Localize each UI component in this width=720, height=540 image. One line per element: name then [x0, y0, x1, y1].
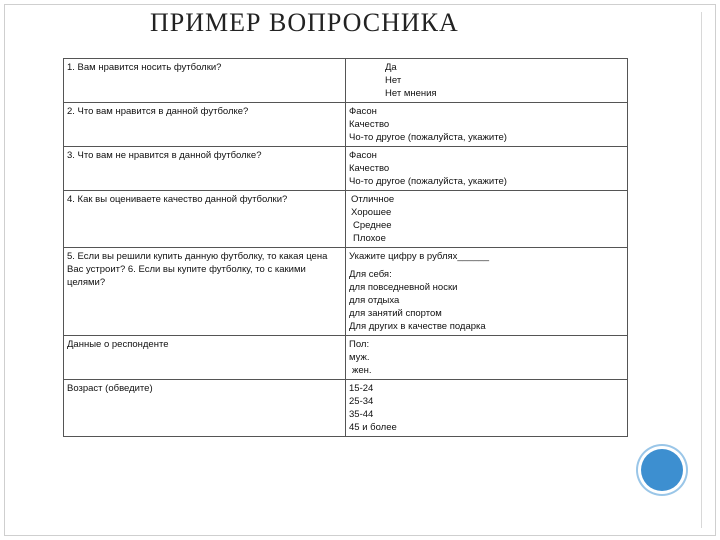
- question-cell: [64, 147, 346, 191]
- answer-option: Чо-то другое (пожалуйста, укажите): [349, 132, 507, 143]
- question-text: 2. Что вам нравится в данной футболке?: [67, 106, 249, 117]
- answer-option: 35-44: [349, 409, 374, 420]
- question-cell: [64, 380, 346, 437]
- answer-option: для отдыха: [349, 295, 400, 306]
- answer-option: Нет мнения: [385, 88, 437, 99]
- answer-option: Чо-то другое (пожалуйста, укажите): [349, 176, 507, 187]
- table-row: [64, 147, 628, 191]
- question-cell: [64, 191, 346, 248]
- answer-option: Нет: [385, 75, 402, 86]
- question-text: 1. Вам нравится носить футболки?: [67, 62, 222, 73]
- answer-option: Качество: [349, 163, 390, 174]
- answer-cell: [346, 248, 628, 336]
- answer-cell: [346, 336, 628, 380]
- answer-option: Качество: [349, 119, 390, 130]
- table-row: [64, 103, 628, 147]
- table-row: [64, 380, 628, 437]
- decorative-circle: [641, 449, 683, 491]
- question-text: 3. Что вам не нравится в данной футболке?: [67, 150, 262, 161]
- answer-option: жен.: [352, 365, 372, 376]
- answer-option: Отличное: [351, 194, 395, 205]
- answer-option: Для себя:: [349, 269, 392, 280]
- answer-cell: [346, 191, 628, 248]
- answer-option: Плохое: [353, 233, 386, 244]
- answer-cell: [346, 380, 628, 437]
- table-row: [64, 191, 628, 248]
- frame-bottom-border: [4, 535, 716, 536]
- answer-option: Да: [385, 62, 397, 73]
- answer-option: Для других в качестве подарка: [349, 321, 486, 332]
- answer-cell: [346, 59, 628, 103]
- answer-cell: [346, 147, 628, 191]
- answer-option: муж.: [349, 352, 370, 363]
- table-row: [64, 336, 628, 380]
- answer-option: для повседневной носки: [349, 282, 458, 293]
- question-text: Возраст (обведите): [67, 383, 153, 394]
- answer-option: Хорошее: [351, 207, 392, 218]
- table-row: [64, 248, 628, 336]
- table-row: [64, 59, 628, 103]
- frame-inner-line: [701, 12, 702, 528]
- answer-option: Пол:: [349, 339, 370, 350]
- question-cell: [64, 103, 346, 147]
- question-text: 4. Как вы оцениваете качество данной футболки?: [67, 194, 288, 205]
- answer-option: 45 и более: [349, 422, 397, 433]
- question-text: 5. Если вы решили купить данную футболку, то какая цена Вас устроит? 6. Если вы купите футболку, то с какими целями?: [67, 251, 328, 288]
- answer-option: Укажите цифру в рублях______: [349, 251, 490, 262]
- questionnaire-table: [63, 58, 628, 437]
- answer-option: Фасон: [349, 150, 377, 161]
- question-cell: [64, 59, 346, 103]
- answer-cell: [346, 103, 628, 147]
- slide-title: ПРИМЕР ВОПРОСНИКА: [150, 8, 459, 37]
- answer-option: Фасон: [349, 106, 377, 117]
- answer-option: Среднее: [353, 220, 392, 231]
- frame-right-border: [715, 4, 716, 536]
- answer-option: 15-24: [349, 383, 374, 394]
- frame-left-border: [4, 4, 5, 536]
- frame-top-border: [4, 4, 716, 5]
- answer-option: 25-34: [349, 396, 374, 407]
- answer-option: для занятий спортом: [349, 308, 442, 319]
- question-cell: [64, 248, 346, 336]
- question-text: Данные о респонденте: [67, 339, 169, 350]
- question-cell: [64, 336, 346, 380]
